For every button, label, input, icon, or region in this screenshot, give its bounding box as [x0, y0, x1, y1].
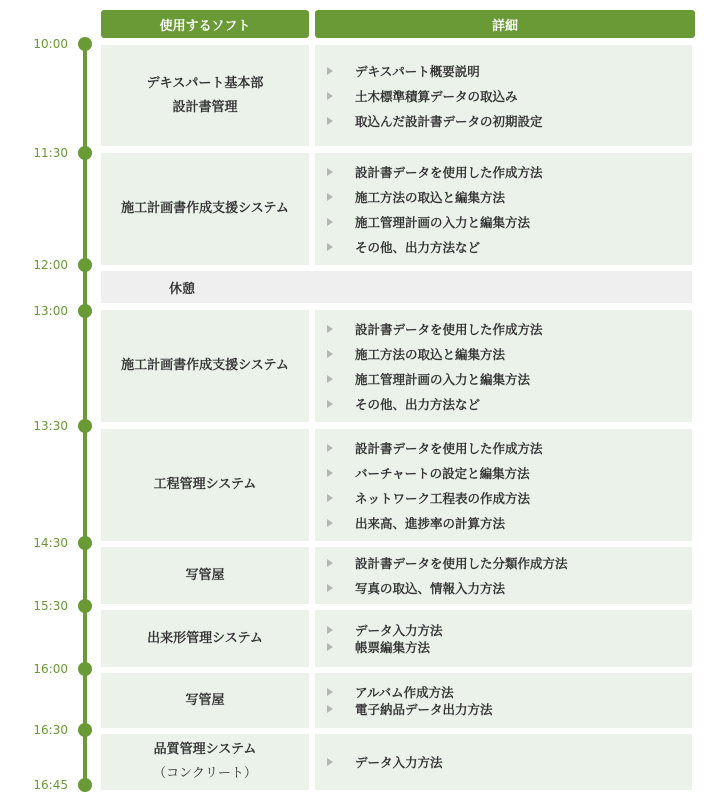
detail-item: バーチャートの設定と編集方法: [327, 460, 692, 485]
session-details: [315, 673, 692, 728]
triangle-bullet-icon: [327, 519, 333, 527]
triangle-bullet-icon: [327, 643, 333, 651]
triangle-bullet-icon: [327, 375, 333, 383]
triangle-bullet-icon: [327, 168, 333, 176]
software-name: 施工計画書作成支援システム: [121, 358, 289, 373]
detail-item: アルバム作成方法: [327, 684, 692, 701]
session-details: [315, 734, 692, 790]
timeline-dot: [78, 419, 92, 433]
time-label: 13:00: [33, 304, 68, 318]
header-detail: 詳細: [315, 10, 695, 38]
time-label: 11:30: [33, 146, 68, 160]
detail-item: 設計書データを使用した作成方法: [327, 316, 692, 341]
detail-item: 写真の取込、情報入力方法: [327, 576, 692, 601]
detail-item: 施工管理計画の入力と編集方法: [327, 209, 692, 234]
software-name: 工程管理システム: [153, 477, 257, 492]
timeline-dot: [78, 37, 92, 51]
software-name: （コンクリート）: [153, 766, 257, 781]
triangle-bullet-icon: [327, 400, 333, 408]
detail-item: 施工方法の取込と編集方法: [327, 341, 692, 366]
detail-item: その他、出力方法など: [327, 234, 692, 259]
timeline-dot: [78, 723, 92, 737]
detail-item: 土木標準積算データの取込み: [327, 83, 692, 108]
timeline-dot: [78, 304, 92, 318]
timeline-dot: [78, 778, 92, 792]
triangle-bullet-icon: [327, 494, 333, 502]
triangle-bullet-icon: [327, 444, 333, 452]
triangle-bullet-icon: [327, 193, 333, 201]
triangle-bullet-icon: [327, 218, 333, 226]
software-name: 写管屋: [185, 567, 225, 583]
session-details: [315, 547, 692, 604]
session-details: [315, 153, 692, 265]
software-name: 設計書管理: [172, 99, 238, 115]
session-details: [315, 429, 692, 541]
time-label: 13:30: [33, 419, 68, 433]
time-label: 14:30: [33, 536, 68, 550]
triangle-bullet-icon: [327, 350, 333, 358]
triangle-bullet-icon: [327, 559, 333, 567]
session-details: [315, 45, 692, 146]
session-software: [101, 610, 309, 667]
timeline-dot: [78, 146, 92, 160]
triangle-bullet-icon: [327, 92, 333, 100]
time-label: 16:00: [33, 662, 68, 676]
triangle-bullet-icon: [327, 688, 333, 696]
triangle-bullet-icon: [327, 117, 333, 125]
detail-item: 出来高、進捗率の計算方法: [327, 510, 692, 535]
time-label: 16:30: [33, 723, 68, 737]
software-name: 出来形管理システム: [147, 630, 263, 646]
break-label: 休憩: [169, 281, 196, 297]
session-details: [315, 610, 692, 667]
triangle-bullet-icon: [327, 469, 333, 477]
triangle-bullet-icon: [327, 243, 333, 251]
detail-item: 施工管理計画の入力と編集方法: [327, 366, 692, 391]
session-details: [315, 310, 692, 422]
detail-item: 取込んだ設計書データの初期設定: [327, 108, 692, 133]
session-software: [101, 734, 309, 790]
session-software: [101, 547, 309, 604]
detail-item: 施工方法の取込と編集方法: [327, 184, 692, 209]
timeline-dot: [78, 662, 92, 676]
time-label: 12:00: [33, 258, 68, 272]
time-label: 15:30: [33, 599, 68, 613]
timeline-dot: [78, 258, 92, 272]
detail-item: データ入力方法: [327, 622, 692, 639]
timeline-dot: [78, 536, 92, 550]
timeline-dot: [78, 599, 92, 613]
detail-item: ネットワーク工程表の作成方法: [327, 485, 692, 510]
header-software: 使用するソフト: [101, 10, 309, 38]
triangle-bullet-icon: [327, 584, 333, 592]
detail-item: その他、出力方法など: [327, 391, 692, 416]
triangle-bullet-icon: [327, 758, 333, 766]
session-software: [101, 673, 309, 728]
detail-item: 設計書データを使用した分類作成方法: [327, 551, 692, 576]
session-software: [101, 153, 309, 265]
software-name: 施工計画書作成支援システム: [121, 201, 289, 216]
triangle-bullet-icon: [327, 705, 333, 713]
detail-item: 帳票編集方法: [327, 639, 692, 656]
triangle-bullet-icon: [327, 325, 333, 333]
time-label: 16:45: [33, 778, 68, 792]
detail-item: データ入力方法: [327, 750, 692, 775]
triangle-bullet-icon: [327, 67, 333, 75]
session-software: [101, 310, 309, 422]
detail-item: 設計書データを使用した作成方法: [327, 159, 692, 184]
triangle-bullet-icon: [327, 626, 333, 634]
detail-item: 電子納品データ出力方法: [327, 701, 692, 718]
detail-item: デキスパート概要説明: [327, 58, 692, 83]
detail-item: 設計書データを使用した作成方法: [327, 435, 692, 460]
session-software: [101, 429, 309, 541]
software-name: 品質管理システム: [153, 742, 257, 757]
software-name: 写管屋: [185, 692, 225, 708]
time-label: 10:00: [33, 37, 68, 51]
break-row: [101, 271, 692, 303]
session-software: [101, 45, 309, 146]
software-name: デキスパート基本部: [146, 75, 264, 91]
